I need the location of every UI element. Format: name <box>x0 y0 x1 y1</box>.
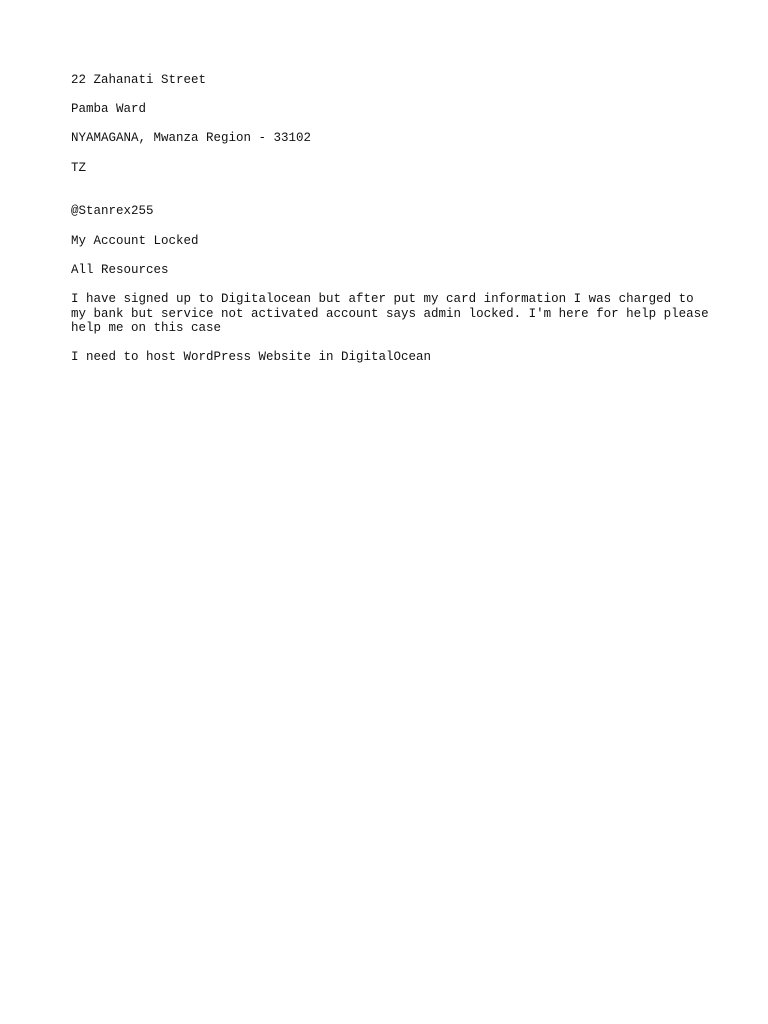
message-body: I have signed up to Digitalocean but after put my card information I was charged to my bank but service not activated account says admin locked. I'm here for help please help me on this case <box>71 291 717 336</box>
address-street: 22 Zahanati Street <box>71 73 207 87</box>
user-handle: @Stanrex255 <box>71 204 154 219</box>
message-subject: My Account Locked <box>71 233 199 248</box>
document-page <box>71 73 717 379</box>
address-country: TZ <box>71 160 87 175</box>
spacer <box>71 190 711 205</box>
address-ward: Pamba Ward <box>71 102 147 117</box>
address-city-region: NYAMAGANA, Mwanza Region - 33102 <box>71 131 312 146</box>
message-request: I need to host WordPress Website in DigitalOcean <box>71 350 432 365</box>
message-category: All Resources <box>71 262 169 277</box>
